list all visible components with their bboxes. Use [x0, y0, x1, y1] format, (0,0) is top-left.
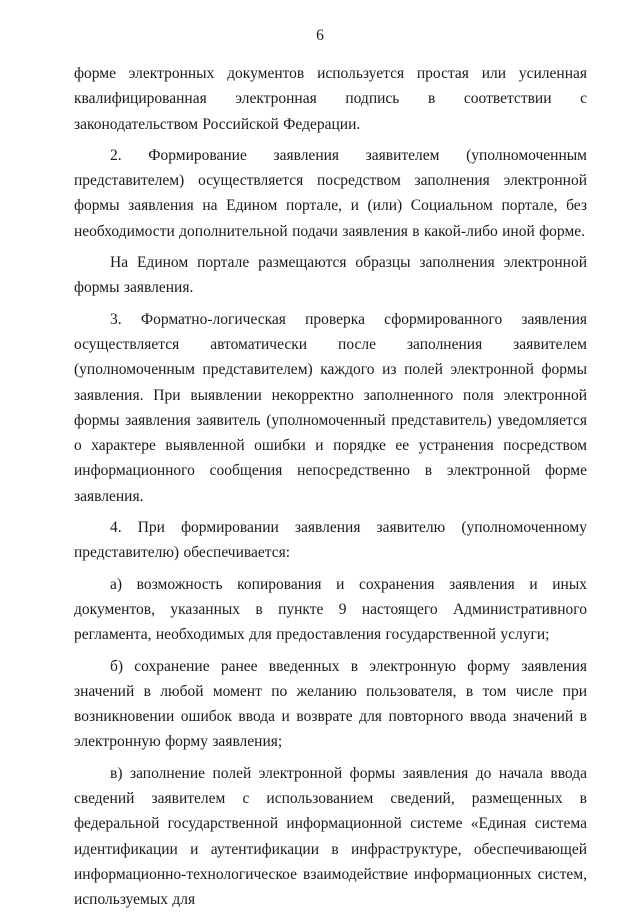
paragraph-continuation: форме электронных документов используется простая или усиленная квалифицированная электронная подпись в соответствии с законодательством Российской Федерации.	[74, 65, 587, 133]
document-body	[74, 61, 587, 919]
paragraph-item-2: 2. Формирование заявления заявителем (уполномоченным представителем) осуществляется посредством заполнения электронной формы заявления на Едином портале, и (или) Социальном портале, без необходимости дополнительной подачи заявления в какой-либо иной форме.	[74, 146, 587, 240]
paragraph-samples: На Едином портале размещаются образцы заполнения электронной формы заявления.	[74, 254, 587, 297]
page-number: 6	[316, 27, 324, 44]
paragraph-item-3: 3. Форматно-логическая проверка сформированного заявления осуществляется автоматически после заполнения заявителем (уполномоченным представителем) каждого из полей электронной формы заявления. При выявлении некорректно заполненного поля электронной формы заявления заявитель (уполномоченный представитель) уведомляется о характере выявленной ошибки и порядке ее устранения посредством информационного сообщения непосредственно в электронной форме заявления.	[74, 310, 587, 505]
paragraph-item-4: 4. При формировании заявления заявителю (уполномоченному представителю) обеспечивается:	[74, 519, 587, 562]
paragraph-subitem-v: в) заполнение полей электронной формы заявления до начала ввода сведений заявителем с использованием сведений, размещенных в федеральной государственной информационной системе «Единая система идентификации и аутентификации в инфраструктуре, обеспечивающей информационно-технологическое взаимодействие информационных систем, используемых для	[74, 764, 587, 909]
paragraph-subitem-a: а) возможность копирования и сохранения заявления и иных документов, указанных в пункте 9 настоящего Административного регламента, необходимых для предоставления государственной услуги;	[74, 575, 587, 644]
paragraph-subitem-b: б) сохранение ранее введенных в электронную форму заявления значений в любой момент по желанию пользователя, в том числе при возникновении ошибок ввода и возврате для повторного ввода значений в электронную форму заявления;	[74, 657, 587, 751]
